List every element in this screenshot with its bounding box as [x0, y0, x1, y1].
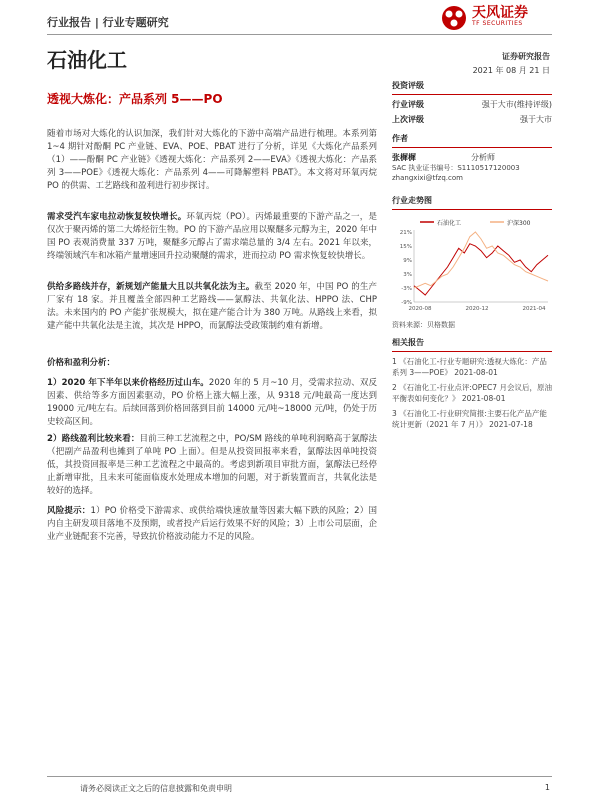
- x-tick-label: 2020-12: [465, 306, 489, 312]
- profit-paragraph: [47, 433, 377, 498]
- demand-text: 环氧丙烷（PO）。丙烯最重要的下游产品之一，是仅次于聚丙烯的第二大烯烃衍生物。PO 的下游产品应用以聚醚多元醇为主，2020 年中国 PO 表观消费量 337 万吨，聚醚多元醇占了需求端总量的 3/4 左右。2021 年以来，终端领域汽车和冰箱产量增速回升拉动聚醚的需求，进而拉动 PO 需求恢复较快增长。: [47, 212, 377, 261]
- related-head: 相关报告: [392, 338, 424, 347]
- price-paragraph: [47, 377, 377, 429]
- supply-heading: 供给多路线并存，新规划产能量大且以共氧化法为主。: [47, 282, 255, 292]
- prev-rating-label: 上次评级: [392, 115, 424, 124]
- x-tick-label: 2021-04: [522, 306, 546, 312]
- intro-paragraph: 随着市场对大炼化的认识加深，我们针对大炼化的下游中高端产品进行梳理。本系列第 1~4 期针对酚酮 PC 产业链、EVA、POE、PBAT 进行了分析，详见《大炼化产品系列（1）——酚酮 PC 产业链》《透视大炼化：产品系列 2——EVA》《透视大炼化：产品系列 3——POE》《透视大炼化：产品系列 4——可降解塑料 PBAT》。本文将对环氧丙烷 PO 的供需、工艺路线和盈利进行初步探讨。: [47, 129, 377, 191]
- report-date: 2021 年 08 月 21 日: [472, 66, 550, 75]
- rating-panel: [392, 80, 552, 125]
- supply-text: 截至 2020 年，中国 PO 的生产厂家有 18 家。并且覆盖全部四种工艺路线——氯醇法、共氧化法、HPPO 法、CHP 法。未来国内的 PO 产能扩张规模大，拟在建产能合计为 380 万吨。从路线上来看，拟建产能中共氧化法是主流，其次是 HPPO，而氯醇法受政策制约难有新增。: [47, 282, 377, 331]
- industry-rating-value: 强于大市(维持评级): [481, 100, 552, 109]
- y-tick-label: 3%: [403, 272, 412, 278]
- author-email[interactable]: zhangxixi@tfzq.com: [392, 174, 463, 182]
- brand-name-en: TF SECURITIES: [472, 20, 523, 27]
- author-panel: [392, 133, 552, 183]
- chart-panel: [392, 195, 552, 330]
- author-divider: [392, 147, 552, 148]
- profit-text: 目前三种工艺流程之中，PO/SM 路线的单吨利润略高于氯醇法（把副产品盈利也摊到了单吨 PO 上面）。但是从投资回报率来看，氯醇法因单吨投资低，其投资回报率是三种工艺流程之中最高的。考虑到新项目审批方面，氯醇法已经停止新增审批，且未来可能面临废水处理成本增加的问题，对于新装置而言，共氧化法是较好的选择。: [47, 434, 377, 496]
- series-line: [414, 232, 548, 288]
- author-name: 张樨樨: [392, 153, 416, 162]
- supply-paragraph: [47, 281, 377, 333]
- legend-label: 沪深300: [507, 220, 531, 227]
- header-divider: [47, 34, 552, 35]
- y-tick-label: 9%: [403, 258, 412, 264]
- risk-paragraph: [47, 505, 377, 544]
- related-item[interactable]: 3 《石油化工-行业研究简报:主要石化产品产能统计更新（2021 年 7 月）》 2021-07-18: [392, 409, 547, 429]
- demand-paragraph: [47, 211, 377, 263]
- price-subheading: 1）2020 年下半年以来价格经历过山车。: [47, 378, 209, 388]
- chart-head: 行业走势图: [392, 196, 432, 205]
- y-tick-label: -3%: [401, 286, 412, 292]
- y-tick-label: 21%: [399, 230, 412, 236]
- footer-divider: [47, 776, 552, 777]
- author-role: 分析师: [471, 153, 495, 162]
- x-tick-label: 2020-08: [408, 306, 432, 312]
- report-title: 透视大炼化：产品系列 5——PO: [47, 92, 223, 106]
- y-tick-label: -9%: [401, 300, 412, 306]
- rating-divider: [392, 94, 552, 95]
- demand-heading: 需求受汽车家电拉动恢复较快增长。: [47, 212, 187, 222]
- author-license: SAC 执业证书编号：S1110517120003: [392, 164, 520, 172]
- prev-rating-value: 强于大市: [520, 115, 552, 124]
- y-tick-label: 15%: [399, 244, 412, 250]
- chart-divider: [392, 209, 552, 210]
- rating-head: 投资评级: [392, 81, 424, 90]
- chart-source: 资料来源：贝格数据: [392, 321, 455, 329]
- report-category: 行业报告 | 行业专题研究: [47, 16, 169, 29]
- brand-name: 天风证券: [472, 5, 528, 21]
- risk-heading: 风险提示：: [47, 506, 91, 516]
- price-text: 2020 年的 5 月~10 月，受需求拉动、双反因素、供给等多方面因素驱动，PO 价格上涨大幅上涨，从 9318 元/吨最高一度达到 19000 元/吨左右。后续回落到价格回落到目前 14000 元/吨~18000 元/吨，仍处于历史较高区间。: [47, 378, 377, 427]
- related-divider: [392, 351, 552, 352]
- related-item[interactable]: 2 《石油化工-行业点评:OPEC7 月会议后，原油平衡表如何变化？》 2021-08-01: [392, 383, 552, 403]
- industry-trend-chart: [392, 216, 552, 316]
- series-line: [414, 244, 548, 295]
- legend-label: 石油化工: [437, 220, 462, 227]
- related-item[interactable]: 1 《石油化工-行业专题研究:透视大炼化：产品系列 3——POE》 2021-08-01: [392, 357, 547, 377]
- profit-subheading: 2）路线盈利比较来看：: [47, 434, 140, 444]
- report-type: 证券研究报告: [502, 52, 550, 61]
- author-head: 作者: [392, 134, 408, 143]
- risk-text: 1）PO 价格受下游需求、或供给端快速放量等因素大幅下跌的风险；2）国内自主研发项目落地不及预期，或者投产后运行效果不好的风险；3）上市公司层面，企业产业链配套不完善，导致抗价格波动能力不足的风险。: [47, 506, 377, 542]
- sector-title: 石油化工: [47, 48, 127, 72]
- related-panel: [392, 337, 552, 430]
- price-heading: 价格和盈利分析：: [47, 358, 116, 368]
- page-number: 1: [544, 783, 550, 792]
- industry-rating-label: 行业评级: [392, 100, 424, 109]
- disclaimer: 请务必阅读正文之后的信息披露和免责申明: [80, 784, 232, 793]
